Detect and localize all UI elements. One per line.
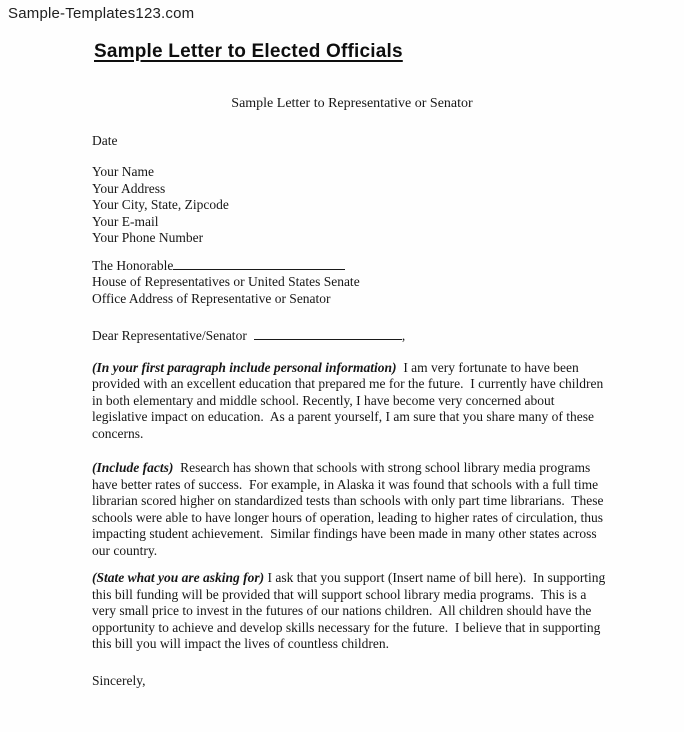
- paragraph-personal-info-text: I am very fortunate to have been provided with an excellent education that prepared me for the future. I currently have children in both elementary and middle school. Recently, I have become very concerned about legislative impact on education. As a parent yourself, I am sure that you share many of these concerns.: [92, 359, 607, 441]
- letter-content: [92, 0, 612, 689]
- paragraph-personal-info-lead: (In your first paragraph include personal information): [92, 359, 397, 375]
- sender-email-line: Your E-mail: [92, 213, 159, 229]
- sender-block: [92, 164, 612, 247]
- paragraph-personal-info: [92, 360, 612, 443]
- letter-subtitle: Sample Letter to Representative or Senator: [231, 96, 473, 111]
- honorable-blank-line: [173, 257, 345, 270]
- sender-name-line: Your Name: [92, 164, 155, 179]
- sender-city-line: Your City, State, Zipcode: [92, 197, 229, 212]
- recipient-block: [92, 257, 612, 308]
- closing-line: Sincerely,: [92, 672, 146, 688]
- paragraph-facts-lead: (Include facts): [92, 460, 174, 475]
- recipient-house-line: House of Representatives or United States Senate: [92, 274, 360, 289]
- recipient-honorable-line: [92, 257, 612, 275]
- paragraph-facts-text: Research has shown that schools with strong school library media programs have better rates of success. For example, in Alaska it was found that schools with a full time librarian scored higher on standardized tests than schools with only part time librarians. These schools were able to have longer hours of operation, leading to higher rates of circulation, thus impacting student achievement. Similar findings have been made in many other states across our country.: [92, 460, 607, 558]
- paragraph-facts: [92, 460, 612, 559]
- salutation-label: Dear Representative/Senator: [92, 328, 247, 343]
- honorable-label: The Honorable: [92, 257, 174, 273]
- recipient-office-line: Office Address of Representative or Senator: [92, 290, 331, 306]
- sender-address-line: Your Address: [92, 180, 166, 196]
- salutation-comma: ,: [401, 328, 406, 343]
- date-label: Date: [92, 132, 118, 148]
- page-title: Sample Letter to Elected Officials: [94, 41, 403, 62]
- paragraph-ask-lead: (State what you are asking for): [92, 570, 265, 585]
- paragraph-ask: [92, 570, 612, 653]
- site-watermark: Sample-Templates123.com: [8, 5, 195, 22]
- salutation-line: [92, 327, 612, 345]
- paragraph-ask-text: I ask that you support (Insert name of bill here). In supporting this bill funding will be provided that will support school library media programs. This is a very small price to invest in the futures of our nations children. All children should have the opportunity to achieve and develop skills necessary for the future. I believe that in supporting this bill you will impact the lives of countless children.: [92, 570, 609, 651]
- sender-phone-line: Your Phone Number: [92, 230, 204, 245]
- salutation-blank-line: [254, 327, 402, 340]
